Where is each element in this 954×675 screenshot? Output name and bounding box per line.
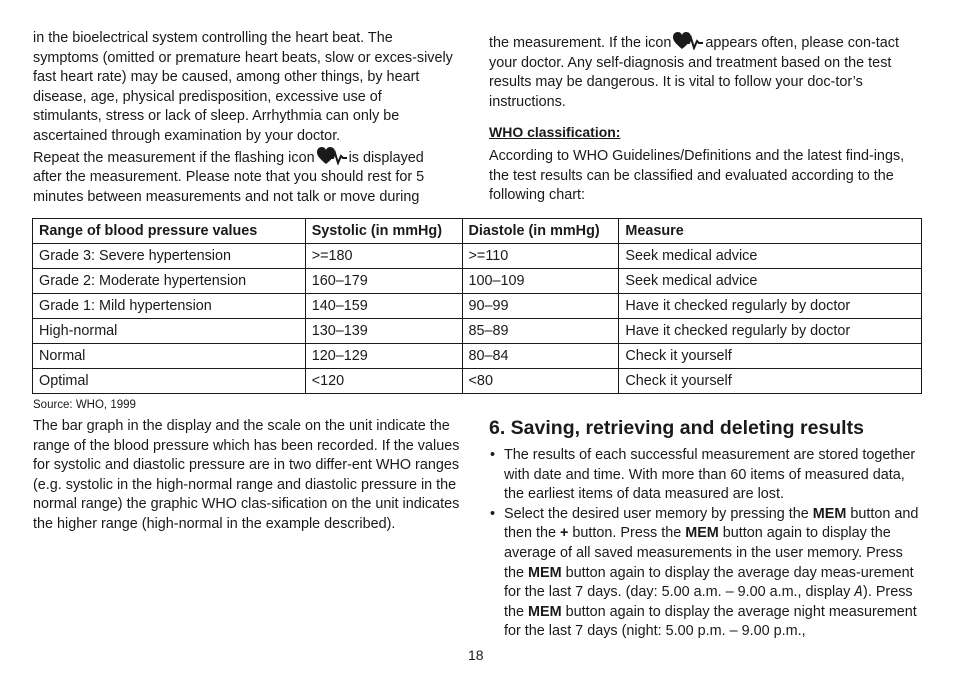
mem-button-label: MEM [528,564,562,581]
table-header-row [33,219,922,244]
list-item [489,446,921,505]
table-cell: Grade 2: Moderate hypertension [33,269,306,294]
section-heading: 6. Saving, retrieving and deleting results [489,417,864,439]
table-cell: Have it checked regularly by doctor [619,319,922,344]
repeat-measurement-text [33,147,453,208]
table-cell: 85–89 [462,319,619,344]
table-cell: 120–129 [305,344,462,369]
table-cell: Have it checked regularly by doctor [619,294,922,319]
table-cell: Grade 3: Severe hypertension [33,244,306,269]
header-diastole: Diastole (in mmHg) [462,219,619,244]
icon-text-after: appears often, please con-tact your doctor. Any self-diagnosis and treatment based on the test results may be dangerous. It is vital to follow your doc-tor’s instructions. [489,35,899,110]
who-text: According to WHO Guidelines/Definitions and the latest find-ings, the test results can be classified and evaluated according to the following chart: [489,147,905,204]
header-systolic: Systolic (in mmHg) [305,219,462,244]
table-cell: Grade 1: Mild hypertension [33,294,306,319]
mem-button-label: MEM [685,525,719,542]
table-row [33,344,922,369]
table-cell: 160–179 [305,269,462,294]
table-row [33,369,922,394]
plus-button-label: + [560,525,569,542]
who-classification-table [32,218,922,394]
bullet-text: button again to display the average day meas-urement for the last 7 days. (day: 5.00 a.m. – 9.00 a.m., display [504,564,914,601]
page-number: 18 [468,647,484,663]
mem-button-label: MEM [528,603,562,620]
table-cell: Seek medical advice [619,244,922,269]
table-cell: <80 [462,369,619,394]
table-cell: Check it yourself [619,344,922,369]
table-cell: 80–84 [462,344,619,369]
table-cell: Normal [33,344,306,369]
left-column-bottom [33,417,461,535]
table-cell: >=180 [305,244,462,269]
measurement-icon-text [489,32,921,112]
bullet-text: button again to display the average night measurement for the last 7 days (night: 5.00 p.m. – 9.00 p.m., [504,603,917,640]
list-item [489,505,921,642]
heart-arrhythmia-icon [673,32,703,50]
table-row [33,244,922,269]
bullet-text: button. Press the [572,525,682,542]
table-cell: 140–159 [305,294,462,319]
table-source: Source: WHO, 1999 [33,399,136,411]
table-cell: 100–109 [462,269,619,294]
table-row [33,294,922,319]
table-cell: Seek medical advice [619,269,922,294]
who-heading: WHO classification: [489,124,621,141]
table-cell: <120 [305,369,462,394]
bullet-glyph: • [490,505,496,522]
table-cell: 130–139 [305,319,462,344]
left-column-top [33,29,453,207]
table-row [33,319,922,344]
header-measure: Measure [619,219,922,244]
table-cell: 90–99 [462,294,619,319]
bullet-text: Select the desired user memory by pressing the [504,505,809,522]
repeat-text-after: is displayed after the measurement. Please note that you should rest for 5 minutes between measurements and not talk or move during [33,149,425,205]
heart-arrhythmia-icon [317,147,347,165]
table-cell: >=110 [462,244,619,269]
bullet-text: The results of each successful measurement are stored together with date and time. With more than 60 items of measured data, the earliest items of data measured are lost. [504,447,916,503]
table-cell: Check it yourself [619,369,922,394]
table-cell: Optimal [33,369,306,394]
table-cell: High-normal [33,319,306,344]
bullet-text: button again to display the average of all saved measurements in the user memory. Press the [504,525,903,581]
bullet-text: ). Press the [504,584,913,620]
repeat-text-before: Repeat the measurement if the flashing icon [33,149,315,166]
bullet-text: button and then the [504,505,919,542]
bullet-glyph: • [490,447,496,463]
header-range: Range of blood pressure values [33,219,306,244]
right-column-bottom [489,416,921,642]
right-column-top [489,32,921,206]
icon-text-before: the measurement. If the icon [489,35,672,51]
instruction-list [489,446,921,642]
arrhythmia-text: in the bioelectrical system controlling the heart beat. The symptoms (omitted or premature heart beats, slow or exces-sively fast heart rate) may be caused, among other things, by heart disease, age, physical predisposition, excessive use of stimulants, stress or lack of sleep. Arrhythmia can only be ascertained through examination by your doctor. [33,30,453,144]
table-row [33,269,922,294]
mem-button-label: MEM [812,505,847,522]
display-a-glyph: A [854,584,864,601]
bar-graph-text: The bar graph in the display and the scale on the unit indicate the range of the blood pressure which has been recorded. If the values for systolic and diastolic pressure are in two differ-ent WHO ranges (e.g. systolic in the high-normal range and diastolic pressure in the normal range) the graphic WHO clas-sification on the unit indicates the higher range (high-normal in the example described). [33,418,460,532]
